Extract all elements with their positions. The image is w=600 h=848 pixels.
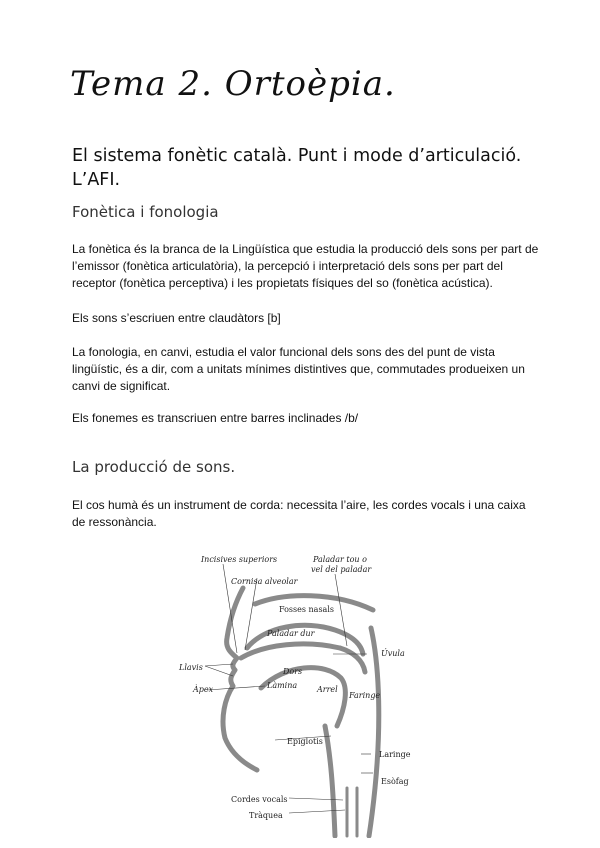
label-faringe: Faringe [349, 691, 381, 700]
label-paladar-tou-1: Paladar tou o [313, 555, 367, 564]
paragraph-fonemes: Els fonemes es transcriuen entre barres inclinades /b/ [72, 411, 359, 425]
section-heading: El sistema fonètic català. Punt i mode d’articulació. L’AFI. [72, 146, 522, 190]
label-cornisa: Cornisa alveolar [231, 577, 298, 586]
label-llavis: Llavis [179, 663, 203, 672]
label-epiglotis: Epiglotis [287, 737, 323, 746]
paragraph-fonologia: La fonologia, en canvi, estudia el valor funcional dels sons des del punt de vista lingüístic, és a dir, com a unitats mínimes distintives que, commutades produeixen un canvi de significat. [72, 345, 525, 393]
page-title: Tema 2. Ortoèpia. [70, 64, 396, 104]
label-arrel: Arrel [317, 685, 338, 694]
vocal-tract-diagram [175, 548, 425, 838]
label-paladar-dur: Paladar dur [267, 629, 315, 638]
label-uvula: Úvula [381, 649, 405, 658]
label-fosses: Fosses nasals [279, 605, 334, 614]
label-lamina: Làmina [267, 681, 298, 690]
paragraph-cos-huma: El cos humà és un instrument de corda: necessita l’aire, les cordes vocals i una caixa de ressonància. [72, 498, 526, 529]
label-apex: Àpex [193, 685, 214, 694]
subheading-produccio: La producció de sons. [72, 458, 236, 476]
label-traquea: Tràquea [249, 811, 283, 820]
label-incisives: Incisives superiors [201, 555, 278, 564]
label-dors: Dors [283, 667, 303, 676]
paragraph-fonetica: La fonètica és la branca de la Lingüística que estudia la producció dels sons per part de l’emissor (fonètica articulatòria), la percepció i interpretació dels sons per part del receptor (fonètica perceptiva) i les propietats físiques del so (fonètica acústica). [72, 242, 539, 290]
label-paladar-tou-2: vel del paladar [311, 565, 372, 574]
subheading-fonetica: Fonètica i fonologia [72, 203, 219, 221]
paragraph-sons: Els sons s’escriuen entre claudàtors [b] [72, 311, 281, 325]
label-esofag: Esòfag [381, 777, 409, 786]
label-cordes: Cordes vocals [231, 795, 288, 804]
label-laringe: Laringe [379, 750, 411, 759]
